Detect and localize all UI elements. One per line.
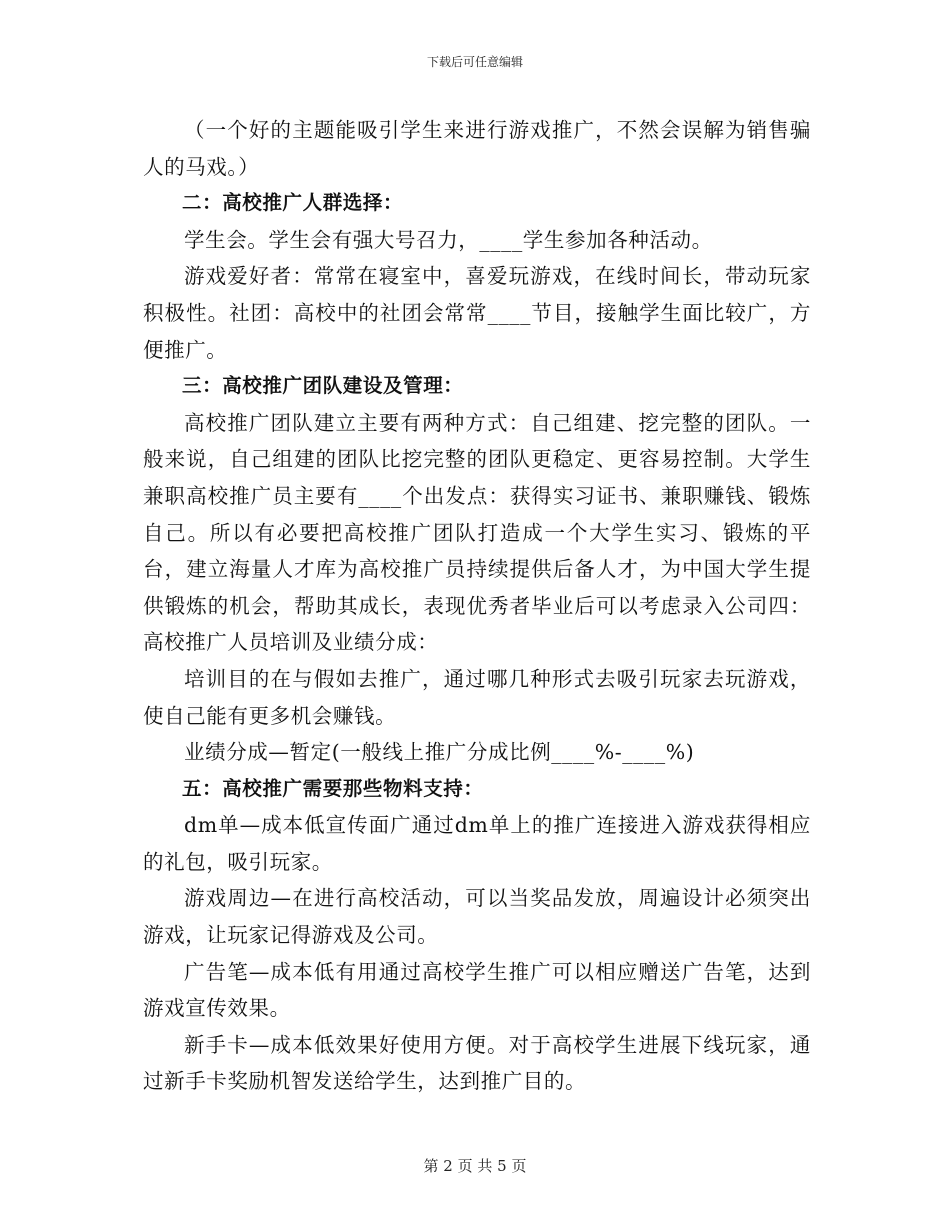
section-heading-materials: 五：高校推广需要那些物料支持： xyxy=(182,776,484,800)
section-heading-team-building: 三：高校推广团队建设及管理： xyxy=(182,374,464,398)
paragraph-student-union: 学生会。学生会有强大号召力，____学生参加各种活动。 xyxy=(184,227,713,252)
page-number-footer: 第 2 页 共 5 页 xyxy=(423,1157,527,1175)
paragraph-gamers-clubs: 游戏爱好者：常常在寝室中，喜爱玩游戏，在线时间长，带动玩家积极性。社团：高校中的社团会常常____节目，接触学生面比较广，方便推广。 xyxy=(143,264,811,362)
paragraph-newbie-card: 新手卡—成本低效果好使用方便。对于高校学生进展下线玩家，通过新手卡奖励机智发送给学生，达到推广目的。 xyxy=(143,1032,811,1094)
paragraph-merchandise: 游戏周边—在进行高校活动，可以当奖品发放，周遍设计必须突出游戏，让玩家记得游戏及公司。 xyxy=(143,886,811,948)
paragraph-intro-note: （一个好的主题能吸引学生来进行游戏推广，不然会误解为销售骗人的马戏。） xyxy=(143,118,811,179)
document-body xyxy=(143,112,811,1100)
paragraph-dm-flyer: dm单—成本低宣传面广通过dm单上的推广连接进入游戏获得相应的礼包，吸引玩家。 xyxy=(143,813,811,874)
section-heading-target-audience: 二：高校推广人群选择： xyxy=(182,191,404,215)
paragraph-commission: 业绩分成—暂定(一般线上推广分成比例____%-____%) xyxy=(184,740,695,765)
paragraph-ad-pen: 广告笔—成本低有用通过高校学生推广可以相应赠送广告笔，达到游戏宣传效果。 xyxy=(143,959,811,1021)
page-header: 下载后可任意编辑 xyxy=(426,55,523,69)
paragraph-training: 培训目的在与假如去推广，通过哪几种形式去吸引玩家去玩游戏，使自己能有更多机会赚钱。 xyxy=(143,666,811,728)
paragraph-team-building: 高校推广团队建立主要有两种方式：自己组建、挖完整的团队。一般来说，自己组建的团队比挖完整的团队更稳定、更容易控制。大学生兼职高校推广员主要有____个出发点：获得实习证书、兼职赚钱、锻炼自己。所以有必要把高校推广团队打造成一个大学生实习、锻炼的平台，建立海量人才库为高校推广员持续提供后备人才，为中国大学生提供锻炼的机会，帮助其成长，表现优秀者毕业后可以考虑录入公司四：高校推广人员培训及业绩分成： xyxy=(143,410,811,655)
